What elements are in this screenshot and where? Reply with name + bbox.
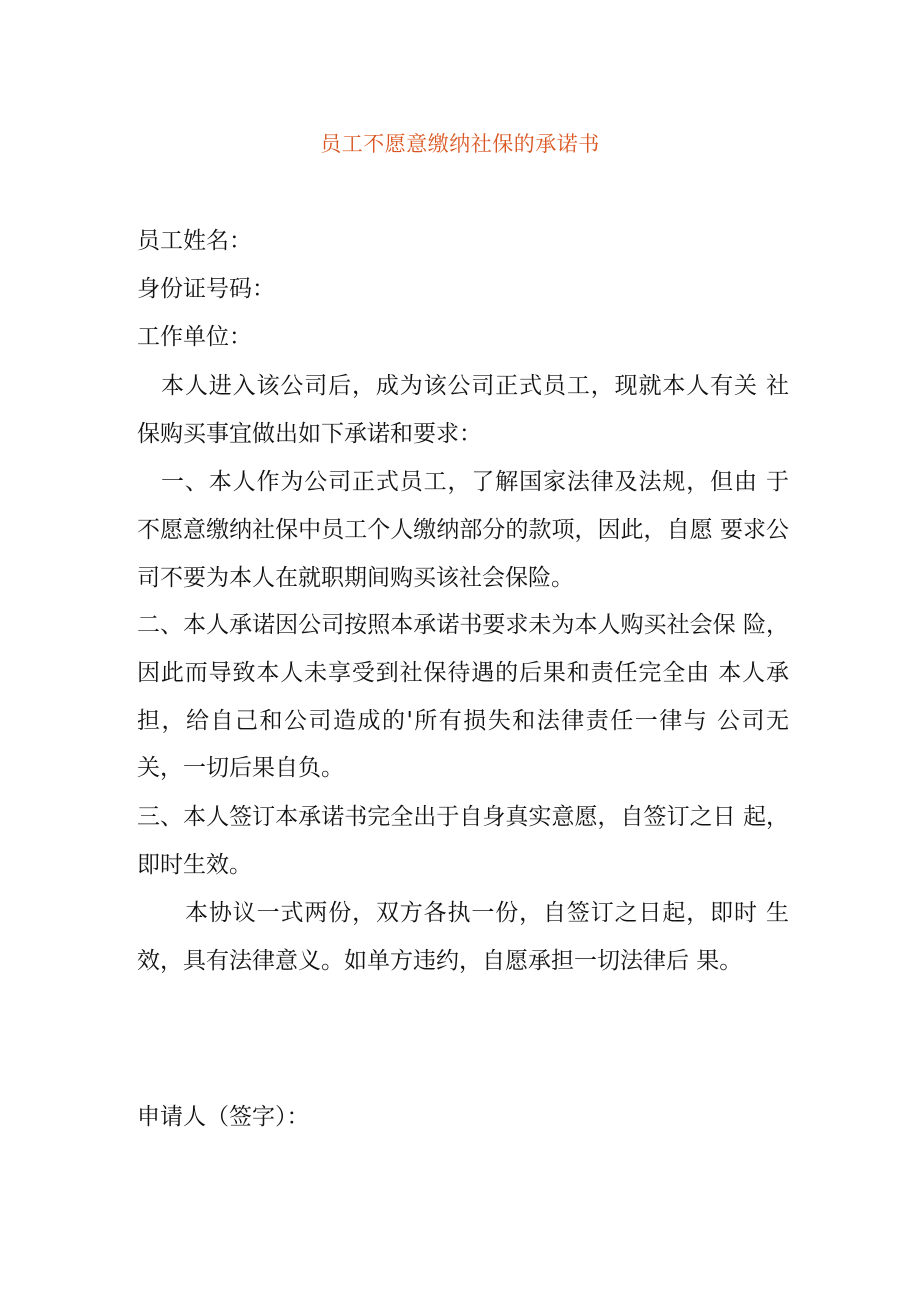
- clause-three: 三、本人签订本承诺书完全出于自身真实意愿，自签订之日 起，即时生效。: [137, 804, 789, 878]
- employee-name-label: 员工姓名：: [137, 228, 252, 254]
- id-number-label: 身份证号码：: [137, 276, 275, 302]
- intro-paragraph: 本人进入该公司后，成为该公司正式员工，现就本人有关 社保购买事宜做出如下承诺和要求：: [137, 373, 789, 447]
- clause-two: 二、本人承诺因公司按照本承诺书要求未为本人购买社会保 险，因此而导致本人未享受到社保待遇的后果和责任完全由 本人承担，给自己和公司造成的'所有损失和法律责任一律与 公司无关，一切后果自负。: [137, 612, 789, 782]
- employer-label: 工作单位：: [137, 324, 252, 350]
- agreement-paragraph: 本协议一式两份，双方各执一份，自签订之日起，即时 生效，具有法律意义。如单方违约，自愿承担一切法律后 果。: [137, 900, 789, 974]
- signature-label: 申请人（签字）：: [137, 1104, 310, 1130]
- clause-one: 一、本人作为公司正式员工，了解国家法律及法规，但由 于不愿意缴纳社保中员工个人缴纳部分的款项，因此，自愿 要求公司不要为本人在就职期间购买该社会保险。: [137, 469, 789, 591]
- document-title: 员工不愿意缴纳社保的承诺书: [320, 132, 600, 156]
